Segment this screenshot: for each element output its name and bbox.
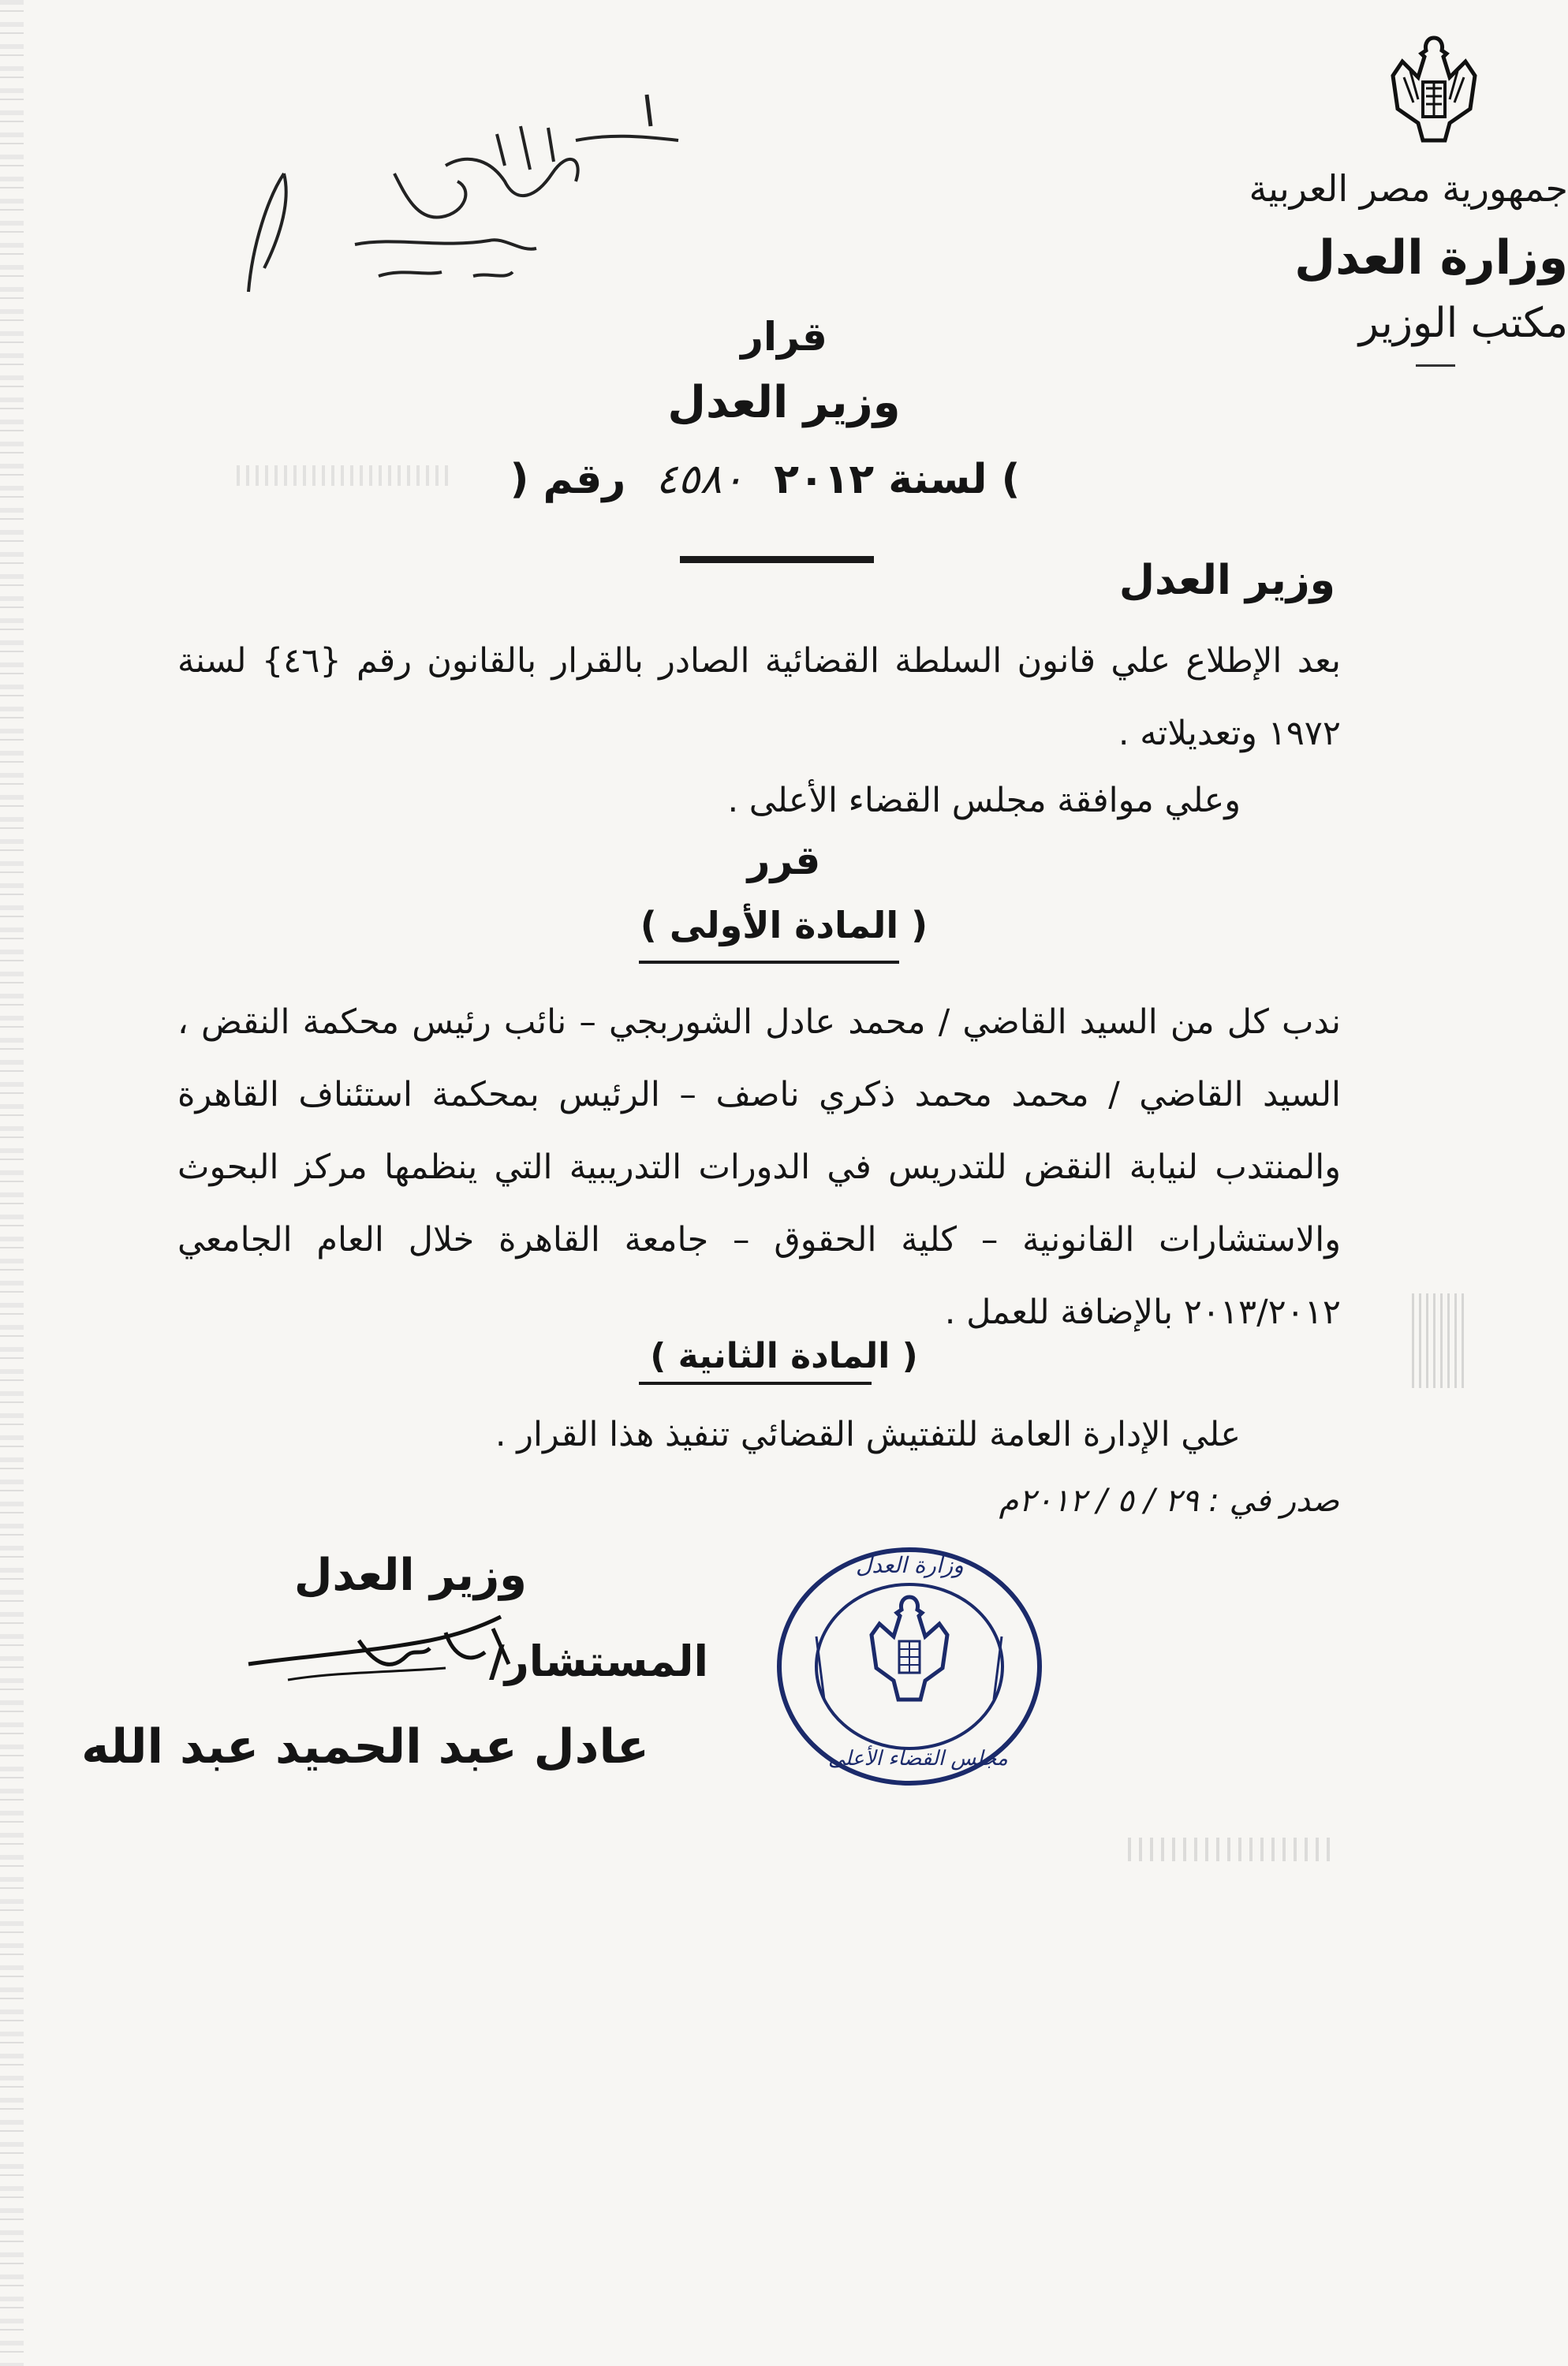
scan-speckle [1412,1293,1467,1388]
article-2-underline [639,1382,872,1385]
header-office: مكتب الوزير [1358,300,1568,347]
header-country: جمهورية مصر العربية [1249,167,1568,210]
eagle-emblem-icon [1387,30,1481,148]
decree-number-prefix: رقم ( [510,456,626,503]
article-1-underline [639,961,899,964]
header-ministry: وزارة العدل [1294,230,1568,285]
article-1-text: ندب كل من السيد القاضي / محمد عادل الشوربجي – نائب رئيس محكمة النقض ، السيد القاضي / محمد محمد ذكري ناصف – الرئيس بمحكمة استئناف القاهرة والمنتدب لنيابة النقض للتدريس في الدورات التدريبية التي ينظمها مركز البحوث والاستشارات القانونية – كلية الحقوق – جامعة القاهرة خلال العام الجامعي ٢٠١٣/٢٠١٢ بالإضافة للعمل . [177,1002,1341,1332]
decree-title: قرار [741,314,827,360]
decree-number [473,456,1057,503]
preamble-paragraph-2: وعلي موافقة مجلس القضاء الأعلى . [727,781,1241,820]
seal-top-text: وزارة العدل [856,1552,964,1578]
addressee: وزير العدل [1118,557,1335,604]
article-2-heading: ( المادة الثانية ) [650,1336,918,1376]
header-divider [1416,364,1455,367]
preamble-paragraph-1: بعد الإطلاع علي قانون السلطة القضائية الصادر بالقرار بالقانون رقم {٤٦} لسنة ١٩٧٢ وتعديلاته . [177,641,1341,753]
handwritten-signature [241,1609,572,1704]
article-2-text: علي الإدارة العامة للتفتيش القضائي تنفيذ هذا القرار . [495,1415,1241,1454]
decree-number-value: ٤٥٨٠ [655,456,745,503]
signatory-rank: المستشار/ [488,1636,708,1686]
scan-speckle [1128,1838,1333,1861]
article-1-heading: ( المادة الأولى ) [640,904,928,946]
signatory-name: عادل عبد الحميد عبد الله [81,1719,649,1774]
decided-heading: قرر [747,838,821,883]
seal-bottom-text: مجلس القضاء الأعلى [828,1747,1008,1771]
scan-speckle [237,465,450,486]
issue-date: صدر في : ٢٩ / ٥ / ٢٠١٢م [999,1483,1339,1519]
decree-issuer: وزير العدل [667,377,901,428]
signatory-title: وزير العدل [293,1550,527,1601]
handwritten-annotation [237,79,702,339]
decree-number-suffix: ) لسنة ٢٠١٢ [774,456,1021,503]
title-divider [680,556,874,563]
